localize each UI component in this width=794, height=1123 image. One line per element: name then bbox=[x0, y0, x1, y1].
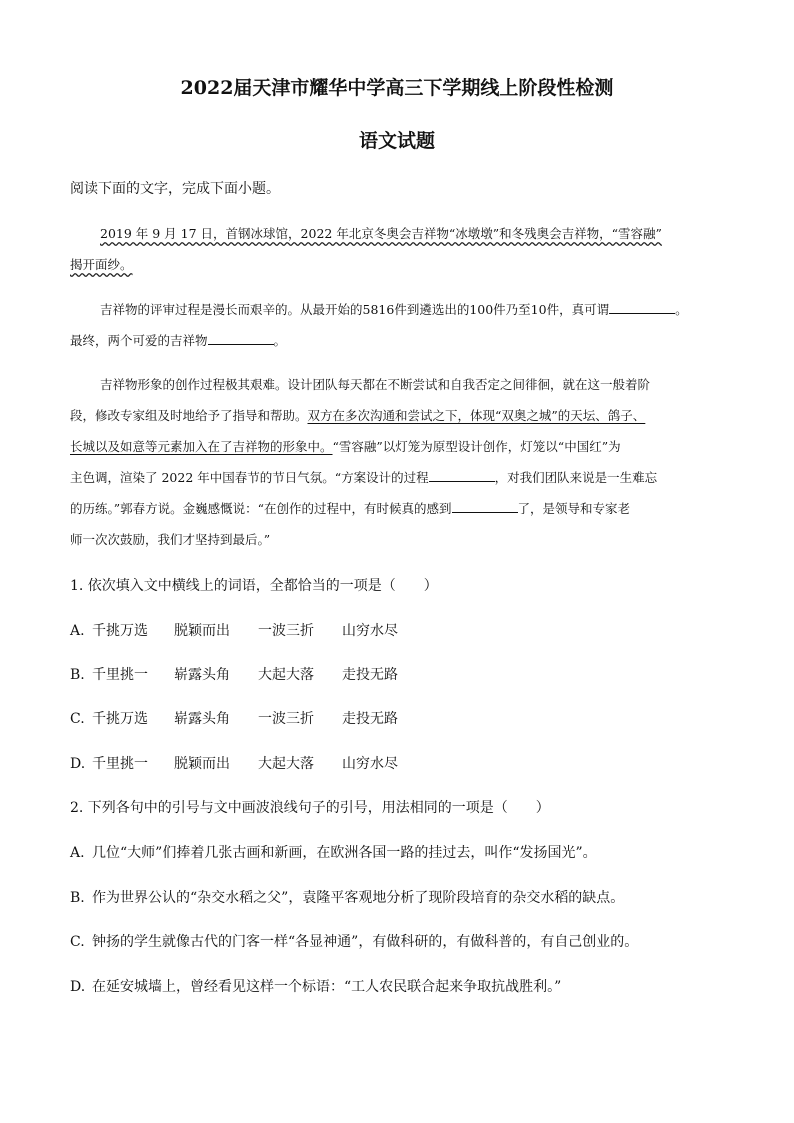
passage-p3-line4 bbox=[70, 468, 657, 486]
passage-p3-text3: “雪容融”以灯笼为原型设计创作，灯笼以“中国红”为 bbox=[332, 439, 621, 454]
option-text: 钟扬的学生就像古代的门客一样“各显神通”，有做科研的，有做科普的，有自己创业的。 bbox=[92, 934, 639, 950]
passage-p2-punct: 。 bbox=[675, 302, 688, 317]
option-word: 大起大落 bbox=[258, 756, 314, 772]
passage-p3-text5: 的历练。”郭春方说。金巍感慨说：“在创作的过程中，有时候真的感到 bbox=[70, 501, 452, 516]
q2-option-d[interactable] bbox=[70, 976, 561, 996]
option-letter: A. bbox=[70, 845, 85, 861]
passage-p3-text4b: ，对我们团队来说是一生难忘 bbox=[494, 470, 658, 485]
passage-p3-line2 bbox=[70, 406, 645, 424]
q1-option-c[interactable] bbox=[70, 708, 398, 728]
passage-p3-line3 bbox=[70, 437, 621, 455]
option-letter: C. bbox=[70, 711, 85, 727]
option-word: 山穷水尽 bbox=[342, 623, 398, 639]
option-word: 千里挑一 bbox=[92, 667, 148, 683]
passage-p3-text4: 主色调，渲染了 2022 年中国春节的节日气氛。“方案设计的过程 bbox=[70, 470, 429, 485]
passage-p3-line5 bbox=[70, 499, 630, 517]
option-letter: D. bbox=[70, 979, 86, 995]
question-1-stem: 1. 依次填入文中横线上的词语，全都恰当的一项是（ ） bbox=[70, 578, 438, 594]
passage-p2-line1 bbox=[100, 300, 688, 318]
question-2-stem: 2. 下列各句中的引号与文中画波浪线句子的引号，用法相同的一项是（ ） bbox=[70, 800, 550, 816]
answer-blank-2 bbox=[208, 331, 274, 345]
passage-p2-text2: 最终，两个可爱的吉祥物 bbox=[70, 333, 208, 348]
option-word: 千挑万选 bbox=[92, 711, 148, 727]
option-text: 在延安城墙上，曾经看见这样一个标语：“工人农民联合起来争取抗战胜利。” bbox=[92, 979, 562, 995]
passage-p2-line2 bbox=[70, 331, 286, 349]
option-letter: A. bbox=[70, 623, 85, 639]
passage-underlined-sentence: 双方在多次沟通和尝试之下，体现“双奥之城”的天坛、鸽子、 bbox=[307, 408, 646, 423]
passage-p3-line1: 吉祥物形象的创作过程极其艰难。设计团队每天都在不断尝试和自我否定之间徘徊，就在这一般着阶 bbox=[100, 377, 651, 392]
instruction: 阅读下面的文字，完成下面小题。 bbox=[70, 181, 280, 197]
passage-p3-text5b: 了，是领导和专家老 bbox=[517, 501, 631, 516]
option-letter: B. bbox=[70, 667, 85, 683]
option-word: 一波三折 bbox=[258, 711, 314, 727]
q1-option-d[interactable] bbox=[70, 753, 398, 773]
answer-blank-1 bbox=[609, 300, 675, 314]
option-word: 走投无路 bbox=[342, 667, 398, 683]
option-text: 作为世界公认的“杂交水稻之父”，袁隆平客观地分析了现阶段培育的杂交水稻的缺点。 bbox=[92, 890, 625, 906]
q1-option-a[interactable] bbox=[70, 620, 398, 640]
answer-blank-4 bbox=[452, 499, 518, 513]
option-word: 千里挑一 bbox=[92, 756, 148, 772]
page-subtitle: 语文试题 bbox=[358, 130, 435, 152]
option-word: 走投无路 bbox=[342, 711, 398, 727]
passage-p2-punct2: 。 bbox=[273, 333, 287, 348]
page-title: 2022届天津市耀华中学高三下学期线上阶段性检测 bbox=[180, 77, 614, 99]
q2-option-c[interactable] bbox=[70, 931, 638, 951]
option-text: 几位“大师”们捧着几张古画和新画，在欧洲各国一路的挂过去，叫作“发扬国光”。 bbox=[92, 845, 597, 861]
option-letter: B. bbox=[70, 890, 85, 906]
q1-option-b[interactable] bbox=[70, 664, 398, 684]
passage-p1-wavy-text-end: 揭开面纱。 bbox=[70, 257, 133, 272]
passage-p3-line6: 师一次次鼓励，我们才坚持到最后。” bbox=[70, 532, 271, 547]
option-letter: D. bbox=[70, 756, 86, 772]
passage-p2-text: 吉祥物的评审过程是漫长而艰辛的。从最开始的5816件到遴选出的100件乃至10件，真可谓 bbox=[100, 302, 610, 317]
passage-p3-text: 段，修改专家组及时地给予了指导和帮助。 bbox=[70, 408, 308, 423]
option-word: 脱颖而出 bbox=[174, 623, 230, 639]
option-word: 脱颖而出 bbox=[174, 756, 230, 772]
q2-option-a[interactable] bbox=[70, 842, 597, 862]
option-word: 山穷水尽 bbox=[342, 756, 398, 772]
passage-p1-line1 bbox=[100, 224, 662, 242]
option-word: 千挑万选 bbox=[92, 623, 148, 639]
option-letter: C. bbox=[70, 934, 85, 950]
option-word: 大起大落 bbox=[258, 667, 314, 683]
q2-option-b[interactable] bbox=[70, 887, 624, 907]
option-word: 崭露头角 bbox=[174, 711, 230, 727]
passage-p1-line2 bbox=[70, 255, 133, 273]
passage-underlined-sentence-end: 长城以及如意等元素加入在了吉祥物的形象中。 bbox=[70, 439, 333, 454]
passage-p1-wavy-text: 2019 年 9 月 17 日，首钢冰球馆，2022 年北京冬奥会吉祥物“冰墩墩”和冬残奥会吉祥物，“雪容融” bbox=[100, 226, 662, 241]
option-word: 一波三折 bbox=[258, 623, 314, 639]
option-word: 崭露头角 bbox=[174, 667, 230, 683]
answer-blank-3 bbox=[429, 468, 495, 482]
